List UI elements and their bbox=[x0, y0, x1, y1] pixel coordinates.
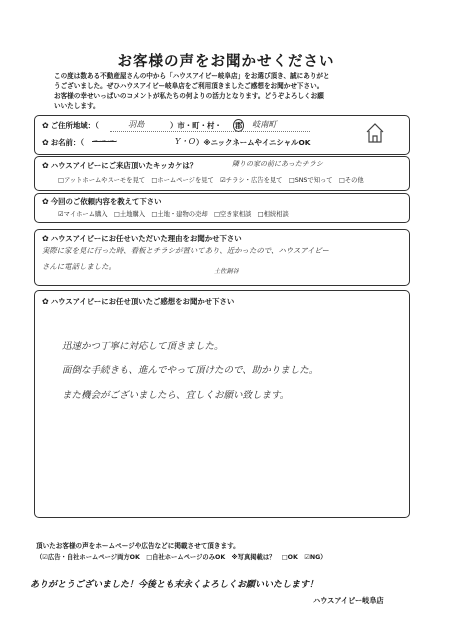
area-underline bbox=[110, 131, 310, 132]
request-title-row bbox=[42, 196, 162, 207]
how-found-title-row bbox=[42, 160, 197, 171]
impressions-title: ハウスアイビーにお任せ頂いたご感想をお聞かせ下さい bbox=[50, 297, 235, 306]
impressions-title-row bbox=[42, 296, 234, 307]
reason-line-1: 実際に家を見に行った時、看板とチラシが置いてあり、近かったので、ハウスアイビー bbox=[42, 246, 329, 255]
impressions-line-3: また機会がございましたら、宜しくお願い致します。 bbox=[62, 390, 290, 401]
intro-line: この度は数ある不動産屋さんの中から「ハウスアイビー岐阜店」をお選び頂き、誠にありがと bbox=[54, 72, 330, 80]
page-title: お客様の声をお聞かせください bbox=[117, 54, 335, 70]
name-label: お名前：（ bbox=[50, 138, 84, 147]
area-label: ご住所地域：（ bbox=[50, 121, 99, 130]
name-value: Y・O bbox=[175, 136, 196, 146]
intro-line: うございました。ぜひハウスアイビー岐阜店をご利用頂きましたご感想をお聞かせ下さい。 bbox=[54, 82, 324, 90]
section-impressions bbox=[34, 290, 410, 518]
area-town: 岐南町 bbox=[252, 119, 277, 129]
house-icon bbox=[365, 122, 385, 144]
area-label-row bbox=[42, 120, 99, 131]
intro-line: いいたします。 bbox=[54, 102, 100, 110]
impressions-line-1: 迅速かつ丁寧に対応して頂きました。 bbox=[62, 341, 224, 352]
consent-line-2: （☑広告・自社ホームページ両方OK □自社ホームページのみOK ※写真掲載は？ □OK ☑NG） bbox=[36, 554, 327, 561]
flower-icon: ✿ bbox=[42, 121, 49, 130]
flower-icon: ✿ bbox=[42, 297, 49, 306]
intro-text bbox=[54, 71, 404, 111]
intro-line: お客様の幸せいっぱいのコメントが私たちの何よりの活力となります。どうぞよろしくお願 bbox=[54, 92, 324, 100]
name-scribble: 〜〜〜 bbox=[92, 136, 117, 146]
area-value: 羽島 bbox=[128, 119, 145, 129]
name-suffix: ）※ニックネームやイニシャルOK bbox=[196, 138, 311, 147]
flower-icon: ✿ bbox=[42, 138, 49, 147]
thanks-message: ありがとうございました！今後とも末永くよろしくお願いいたします！ bbox=[30, 580, 319, 590]
area-circled-text: 郡 bbox=[235, 121, 243, 130]
flower-icon: ✿ bbox=[42, 197, 49, 206]
reason-title: ハウスアイビーにお任せいただいた理由をお聞かせ下さい bbox=[50, 234, 242, 243]
how-found-title: ハウスアイビーにご来店頂いたキッカケは？ bbox=[50, 161, 198, 170]
area-suffix: ）市・町・村・ bbox=[170, 121, 222, 130]
how-found-answer: 隣りの家の前にあったチラシ bbox=[232, 160, 323, 168]
reason-title-row bbox=[42, 233, 242, 244]
flower-icon: ✿ bbox=[42, 234, 49, 243]
request-title: 今回のご依頼内容を教えて下さい bbox=[50, 197, 162, 206]
name-label-row bbox=[42, 137, 84, 148]
reason-line-2: さんに電話しました。 bbox=[42, 262, 116, 271]
shop-name: ハウスアイビー岐阜店 bbox=[313, 596, 384, 605]
how-found-options: □アットホームやスーモを見て □ホームページを見て ☑チラシ・広告を見て □SNSで知って □その他 bbox=[58, 177, 364, 184]
reason-note: 土佐銅谷 bbox=[214, 268, 239, 275]
impressions-line-2: 面倒な手続きも、進んでやって頂けたので、助かりました。 bbox=[62, 365, 319, 376]
flower-icon: ✿ bbox=[42, 161, 49, 170]
request-options: ☑マイホーム購入 □土地購入 □土地・建物の売却 □空き家相談 □相続相談 bbox=[58, 211, 289, 218]
consent-line-1: 頂いたお客様の声をホームページや広告などに掲載させて頂きます。 bbox=[36, 542, 240, 550]
